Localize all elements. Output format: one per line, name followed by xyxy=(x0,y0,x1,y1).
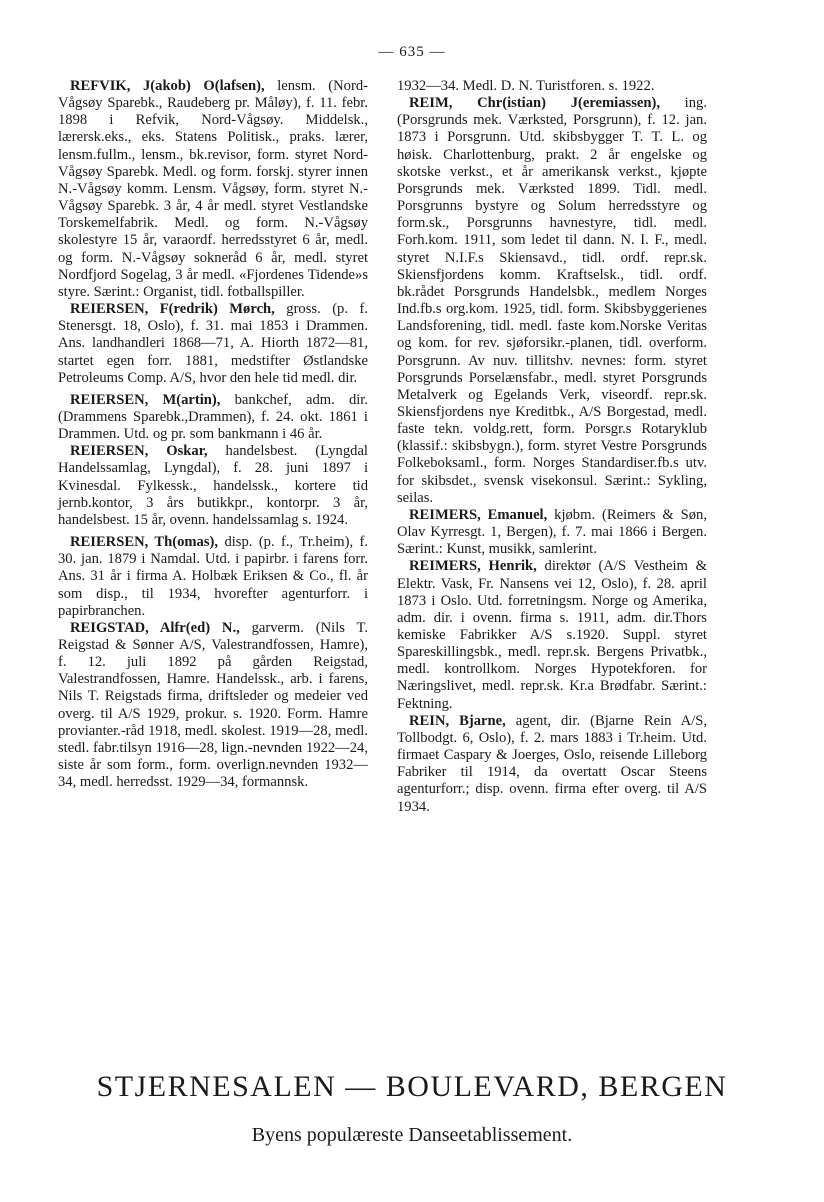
entry-reimers-henrik xyxy=(397,558,707,712)
entry-name: REIERSEN, M(artin), xyxy=(70,391,221,408)
entry-text: direktør (A/S Vestheim & Elektr. Vask, Fr. Nansens vei 12, Oslo), f. 28. april 1873 i Oslo. Utd. forretningsm. Norge og Amerika, adm. dir. i ovenn. firma s. 1911, adm. dir.Thors kemiske Fabrikker A/S s.1920. Suppl. styret Spareskillingsbk., medl. repr.sk. Bergens Privatbk., medl. kontrollkom. Norges Hypotekforen. for Næringslivet, medl. repr.sk. Kr.a Brødfabr. Særint.: Fektning. xyxy=(397,558,708,712)
entry-name: REFVIK, J(akob) O(lafsen), xyxy=(70,78,265,94)
advert-title: STJERNESALEN — BOULEVARD, BERGEN xyxy=(96,1070,728,1103)
entry-name: REIGSTAD, Alfr(ed) N., xyxy=(70,619,240,636)
advert-subtitle: Byens populæreste Danseetablissement. xyxy=(251,1124,573,1146)
entry-text: handelsbest. (Lyngdal Handelssamlag, Lyngdal), f. 28. juni 1897 i Kvinesdal. Fylkessk., handelssk., kortere tid jernb.kontor, 3 års butikkpr., kontorpr. 3 år, handelsbest. 15 år, ovenn. handelssamlag s. 1924. xyxy=(58,443,368,528)
entry-reiersen-oskar xyxy=(58,443,368,529)
entry-rein xyxy=(397,713,707,816)
entry-text: kjøbm. (Reimers & Søn, Olav Kyrresgt. 1, Bergen), f. 7. mai 1866 i Bergen. Særint.: Kunst, musikk, samlerint. xyxy=(397,506,707,558)
entry-reigstad xyxy=(58,620,368,792)
entry-name: REIERSEN, Th(omas), xyxy=(70,534,219,551)
entry-refvik xyxy=(58,78,368,301)
entry-text: bankchef, adm. dir. (Drammens Sparebk.,Drammen), f. 24. okt. 1861 i Drammen. Utd. og pr. som bankmann i 46 år. xyxy=(58,391,368,443)
entry-reiersen-thomas xyxy=(58,534,368,620)
entry-text: ing. (Porsgrunds mek. Værksted, Porsgrunn), f. 12. jan. 1873 i Porsgrunn. Utd. skibsbygger T. T. L. og høisk. Charlottenburg, prakt. 2 år engelske og skotske verkst., et år amerikansk verkst., kjøpte Porsgrunds mek. Værksted 1899. Tidl. medl. Porsgrunns bystyre og Solum herredsstyre og form.sk., Porsgrunns havnestyre, tidl. medl. Forh.kom. 1911, som ledet til dann. N. I. F., medl. styret N.I.F.s Skiensavd., tidl. ordf. repr.sk. Skiensfjordens komm. Kraftselsk., tidl. ordf. bk.rådet Porsgrunds Handelsbk., medlem Norges Ind.fb.s org.kom. 1925, tidl. form. Skibsbyggerienes Landsforening, tidl. medl. faste kom.Norske Veritas og kom. for rev. sjøforsikr.-planen, tidl. overform. Porsgrunn. Av nuv. tillitshv. nevnes: form. styret Porsgrunds Porselænsfabr., medl. styret Porsgrunds Metalverk og Egelands Verk, viseordf. repr.sk. Skiensfjordens nye Kreditbk., A/S Borgestad, medl. faste tekn. voldg.rett, form. Porsgr.s Rotaryklub (klassif.: skibsbygn.), form. styret Vestre Porsgrunds Folkeboksaml., form. Norges Standardiser.fb.s utv. for skibsdet., svensk visekonsul. Særint.: Sykling, seilas. xyxy=(397,95,707,506)
entry-reiersen-fredrik xyxy=(58,301,368,387)
entry-text: lensm. (Nord-Vågsøy Sparebk., Raudeberg pr. Måløy), f. 11. febr. 1898 i Refvik, Nord-Vågsøy. Middelsk., lærersk.eks., eks. Statens Politisk., praks. lærer, lensm.fullm., lensm., bk.revisor, form. styret Nord-Vågsøy Sparebk. Medl. og form. forskj. styrer innen N.-Vågsøy komm. Lensm. Vågsøy, form. styret N.-Vågsøy Sparebk. 3 år, 4 år medl. styret Vestlandske Torskemelfabrik. Medl. og form. N.-Vågsøy skolestyre 15 år, varaordf. herredsstyret 6 år, medl. og form. N.-Vågsøy sokneråd 6 år, medl. styret Nordfjord Sogelag, 3 år medl. «Fjordenes Tidende»s styre. Særint.: Organist, tidl. fotballspiller. xyxy=(58,78,368,300)
entry-reigstad-continued xyxy=(397,78,707,95)
entry-name: REIN, Bjarne, xyxy=(409,712,506,729)
page-number: — 635 — xyxy=(378,44,446,60)
entry-text: garverm. (Nils T. Reigstad & Sønner A/S, Valestrandfossen, Hamre), f. 12. juli 1892 på gården Reigstad, Valestrandfossen, Hamre. Handelssk., arb. i farens, Nils T. Reigstads firma, driftsleder og medeier ved overg. til A/S 1929, prokur. s. 1920. Form. Hamre provianter.-råd 1918, medl. skolest. 1919—28, medl. stedl. fabr.tilsyn 1916—28, lign.-nevnden 1922—24, siste år som form., form. overlign.nevnden 1932—34, medl. herredsst. 1929—34, formannsk. xyxy=(58,619,368,791)
entry-reimers-emanuel xyxy=(397,507,707,558)
entry-text: gross. (p. f. Stenersgt. 18, Oslo), f. 31. mai 1853 i Drammen. Ans. landhandleri 1868—71, A. Hiorth 1872—81, startet egen forr. 1881, medstifter Østlandske Petroleums Comp. A/S, hvor den hele tid medl. dir. xyxy=(58,301,368,386)
entry-text: agent, dir. (Bjarne Rein A/S, Tollbodgt. 6, Oslo), f. 2. mars 1883 i Tr.heim. Utd. firmaet Caspary & Joerges, Oslo, reisende Lilleborg Fabriker til 1914, da overtatt Oscar Steens agenturforr.; disp. ovenn. firma efter overg. til A/S 1934. xyxy=(397,712,707,815)
entry-reim xyxy=(397,95,707,507)
entry-text: 1932—34. Medl. D. N. Turistforen. s. 1922. xyxy=(397,78,655,94)
entry-name: REIERSEN, Oskar, xyxy=(70,443,208,460)
entry-name: REIERSEN, F(redrik) Mørch, xyxy=(70,301,275,318)
left-column xyxy=(58,78,368,791)
entry-name: REIM, Chr(istian) J(eremiassen), xyxy=(409,95,660,112)
entry-name: REIMERS, Henrik, xyxy=(409,558,537,575)
entry-text: disp. (p. f., Tr.heim), f. 30. jan. 1879 i Namdal. Utd. i papirbr. i farens forr. Ans. 31 år i firma A. Holbæk Eriksen & Co., fl. år som disp., til 1934, hvorefter agenturforr. i papirbranchen. xyxy=(58,534,369,619)
entry-name: REIMERS, Emanuel, xyxy=(409,506,548,523)
entry-reiersen-martin xyxy=(58,392,368,443)
right-column xyxy=(397,78,707,816)
